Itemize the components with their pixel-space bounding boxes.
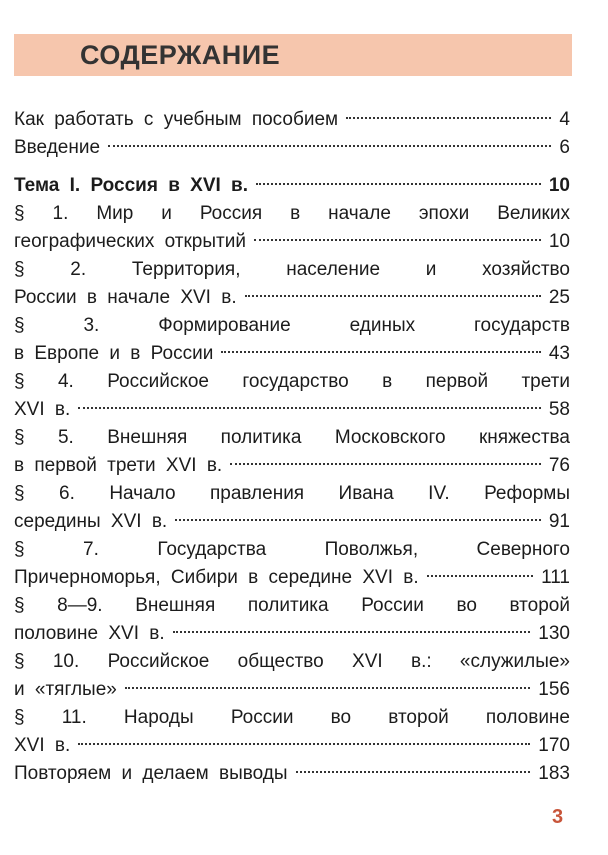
- toc-entry-line-last: [14, 564, 570, 592]
- toc-entry: [14, 480, 570, 536]
- toc-entry-line-last: [14, 134, 570, 162]
- toc-entry-page: 58: [548, 399, 570, 420]
- toc-entry-line-last: [14, 732, 570, 760]
- toc-entry: [14, 648, 570, 704]
- toc-entry-page: 10: [548, 231, 570, 252]
- toc-entry: [14, 704, 570, 760]
- toc-entry-page: 111: [541, 567, 570, 588]
- dot-leader: [245, 295, 541, 297]
- dot-leader: [296, 771, 531, 773]
- toc-entry-page: 43: [548, 343, 570, 364]
- toc-entry-line: [14, 200, 570, 228]
- toc-entry-text: § 2. Территория, население и хозяйство: [14, 259, 570, 280]
- toc-entry-text: XVI в.: [14, 735, 71, 756]
- toc-entry: [14, 592, 570, 648]
- toc-entry-text: § 1. Мир и Россия в начале эпохи Великих: [14, 203, 570, 224]
- toc-entry-line-last: [14, 508, 570, 536]
- toc-entry-page: 183: [538, 763, 570, 784]
- toc-entry-text: § 11. Народы России во второй половине: [14, 707, 570, 728]
- toc-entry-line-last: [14, 340, 570, 368]
- dot-leader: [125, 687, 530, 689]
- toc-entry-text: в первой трети XVI в.: [14, 455, 223, 476]
- toc-entry-text: § 5. Внешняя политика Московского княжества: [14, 427, 570, 448]
- toc-entry-text: § 4. Российское государство в первой трети: [14, 371, 570, 392]
- toc-entry: [14, 536, 570, 592]
- toc-entry-line-last: [14, 284, 570, 312]
- dot-leader: [346, 117, 551, 119]
- toc-entry-line: [14, 648, 570, 676]
- toc-entry-line-last: [14, 760, 570, 788]
- toc-entry-page: 10: [548, 175, 570, 196]
- toc-entry-text: Введение: [14, 137, 101, 158]
- toc-entry: [14, 106, 570, 134]
- page-title: СОДЕРЖАНИЕ: [80, 40, 281, 70]
- toc-entry-line-last: [14, 106, 570, 134]
- table-of-contents: [14, 106, 570, 788]
- dot-leader: [427, 575, 533, 577]
- dot-leader: [175, 519, 541, 521]
- toc-entry-page: 130: [538, 623, 570, 644]
- toc-entry-text: и «тяглые»: [14, 679, 117, 700]
- dot-leader: [78, 407, 541, 409]
- toc-entry: [14, 368, 570, 424]
- toc-entry-line-last: [14, 172, 570, 200]
- toc-entry: [14, 134, 570, 162]
- toc-entry-text: Как работать с учебным пособием: [14, 109, 339, 130]
- toc-entry-text: в Европе и в России: [14, 343, 214, 364]
- toc-entry-line: [14, 312, 570, 340]
- toc-entry-text: § 3. Формирование единых государств: [14, 315, 570, 336]
- toc-entry-line: [14, 480, 570, 508]
- toc-entry-line-last: [14, 676, 570, 704]
- toc-entry-line-last: [14, 452, 570, 480]
- dot-leader: [78, 743, 530, 745]
- toc-entry-text: § 8—9. Внешняя политика России во второй: [14, 595, 570, 616]
- toc-entry-page: 156: [538, 679, 570, 700]
- toc-entry-line-last: [14, 396, 570, 424]
- dot-leader: [221, 351, 541, 353]
- toc-entry-text: середины XVI в.: [14, 511, 168, 532]
- toc-entry-text: географических открытий: [14, 231, 246, 252]
- toc-entry: [14, 760, 570, 788]
- toc-entry-text: Причерноморья, Сибири в середине XVI в.: [14, 567, 419, 588]
- toc-entry-page: 6: [559, 137, 570, 158]
- toc-entry-text: Повторяем и делаем выводы: [14, 763, 288, 784]
- toc-entry-page: 4: [559, 109, 570, 130]
- dot-leader: [254, 239, 541, 241]
- toc-entry-line: [14, 256, 570, 284]
- toc-entry-text: Тема I. Россия в XVI в.: [14, 175, 249, 196]
- toc-entry: [14, 172, 570, 200]
- toc-entry-line-last: [14, 228, 570, 256]
- toc-entry-line-last: [14, 620, 570, 648]
- toc-entry-page: 91: [548, 511, 570, 532]
- toc-entry-page: 170: [538, 735, 570, 756]
- toc-entry-page: 76: [548, 455, 570, 476]
- toc-entry-text: § 6. Начало правления Ивана IV. Реформы: [14, 483, 570, 504]
- toc-entry: [14, 200, 570, 256]
- toc-entry-text: половине XVI в.: [14, 623, 165, 644]
- toc-entry-text: России в начале XVI в.: [14, 287, 237, 308]
- toc-entry: [14, 424, 570, 480]
- toc-entry-text: § 7. Государства Поволжья, Северного: [14, 539, 570, 560]
- toc-entry-line: [14, 368, 570, 396]
- toc-entry-line: [14, 704, 570, 732]
- toc-entry-text: § 10. Российское общество XVI в.: «служилые»: [14, 651, 570, 672]
- dot-leader: [108, 145, 551, 147]
- dot-leader: [256, 183, 541, 185]
- toc-entry-line: [14, 536, 570, 564]
- dot-leader: [173, 631, 531, 633]
- dot-leader: [230, 463, 541, 465]
- toc-entry: [14, 256, 570, 312]
- toc-entry-line: [14, 592, 570, 620]
- toc-entry-text: XVI в.: [14, 399, 71, 420]
- toc-entry: [14, 312, 570, 368]
- page-number: 3: [552, 806, 564, 828]
- toc-entry-page: 25: [548, 287, 570, 308]
- toc-entry-line: [14, 424, 570, 452]
